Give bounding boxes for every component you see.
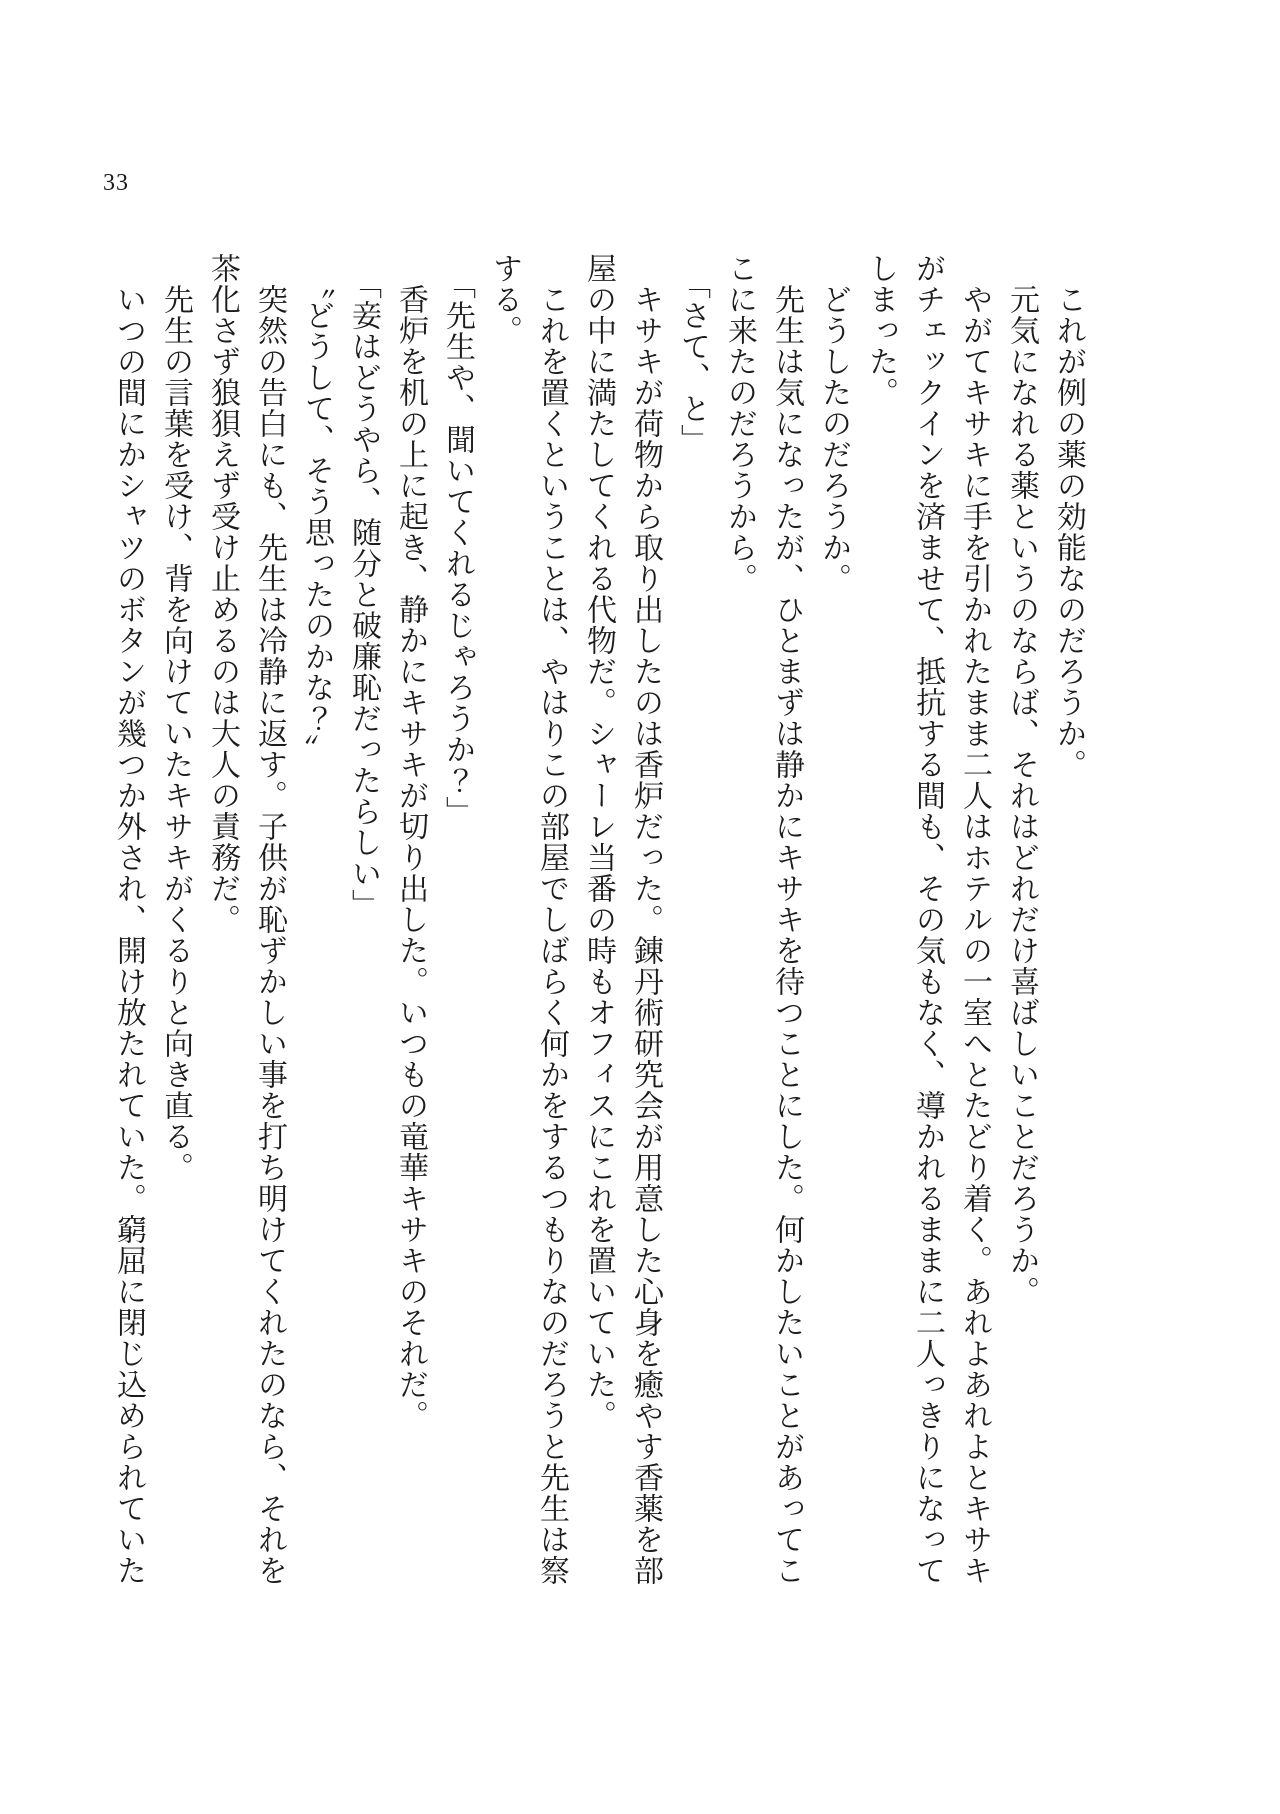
paragraph: 「妾はどうやら、随分と破廉恥だったらしい」 bbox=[347, 269, 380, 920]
paragraph: 元気になれる薬というのならば、それはどれだけ喜ばしいことだろうか。 bbox=[1005, 284, 1038, 1307]
paragraph: 「先生や、聞いてくれるじゃろうか？」 bbox=[441, 269, 474, 827]
paragraph: やがてキサキに手を引かれたまま二人はホテルの一室へとたどり着く。あれよあれよとキサキがチェックインを済ませて、抵抗する間も、その気もなく、導かれるままに二人っきりになってしまった。 bbox=[864, 253, 991, 1586]
paragraph: 先生の言葉を受け、背を向けていたキサキがくるりと向き直る。 bbox=[159, 284, 192, 1183]
paragraph: キサキが荷物から取り出したのは香炉だった。錬丹術研究会が用意した心身を癒やす香薬を部屋の中に満たしてくれる代物だ。シャーレ当番の時もオフィスにこれを置いていた。 bbox=[582, 253, 662, 1586]
vertical-text-block bbox=[105, 253, 1092, 1593]
paragraph: 香炉を机の上に起き、静かにキサキが切り出した。いつもの竜華キサキのそれだ。 bbox=[394, 284, 427, 1431]
page-number: 33 bbox=[103, 170, 129, 196]
paragraph: 突然の告白にも、先生は冷静に返す。子供が恥ずかしい事を打ち明けてくれたのなら、それを茶化さず狼狽えず受け止めるのは大人の責務だ。 bbox=[206, 253, 286, 1586]
paragraph: これを置くということは、やはりこの部屋でしばらく何かをするつもりなのだろうと先生は察する。 bbox=[488, 253, 568, 1586]
paragraph: これが例の薬の効能なのだろうか。 bbox=[1052, 284, 1085, 780]
paragraph: 〝どうして、そう思ったのかな？〟 bbox=[300, 269, 333, 765]
paragraph: いつの間にかシャツのボタンが幾つか外され、開け放たれていた。窮屈に閉じ込められていた bbox=[112, 284, 145, 1586]
paragraph: 先生は気になったが、ひとまずは静かにキサキを待つことにした。何かしたいことがあってここに来たのだろうから。 bbox=[723, 253, 803, 1586]
paragraph: 「さて、と」 bbox=[676, 269, 709, 455]
paragraph: どうしたのだろうか。 bbox=[817, 284, 850, 594]
